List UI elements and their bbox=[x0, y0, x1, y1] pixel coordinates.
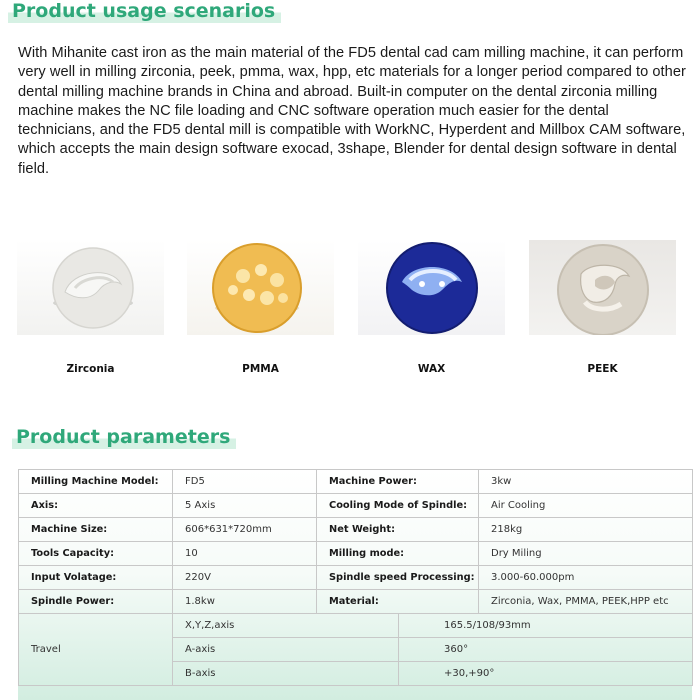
parameter-row bbox=[19, 590, 693, 614]
param-value: 606*631*720mm bbox=[173, 518, 317, 542]
param-value: 1.8kw bbox=[173, 590, 317, 614]
usage-description: With Mihanite cast iron as the main material of the FD5 dental cad cam milling machine, it can perform very well in milling zirconia, peek, pmma, wax, hpp, etc materials for a longer period compared to other dental milling machine brands in China and abroad. Built-in computer on the dental zirconia milling machine makes the NC file loading and CNC software operation much easier for the dental technicians, and the FD5 dental mill is compatible with WorkNC, Hyperdent and Millbox CAM software, which accepts the main design software exocad, 3shape, Blender for dental design software in dental field. bbox=[18, 45, 686, 177]
param-key: Milling Machine Model: bbox=[19, 470, 173, 494]
param-key: Input Volatage: bbox=[19, 566, 173, 590]
param-value: 10 bbox=[173, 542, 317, 566]
param-value: FD5 bbox=[173, 470, 317, 494]
param-key: Cooling Mode of Spindle: bbox=[317, 494, 479, 518]
travel-axis-xyz: X,Y,Z,axis bbox=[173, 614, 399, 638]
param-key: Net Weight: bbox=[317, 518, 479, 542]
param-key: Machine Size: bbox=[19, 518, 173, 542]
param-value: 3.000-60.000pm bbox=[479, 566, 693, 590]
param-value: 5 Axis bbox=[173, 494, 317, 518]
travel-value-xyz: 165.5/108/93mm bbox=[399, 614, 693, 638]
pmma-disc-image bbox=[187, 240, 334, 335]
travel-label: Travel bbox=[19, 614, 173, 686]
param-value: 220V bbox=[173, 566, 317, 590]
travel-table bbox=[18, 613, 693, 686]
parameter-row bbox=[19, 470, 693, 494]
param-value: Dry Miling bbox=[479, 542, 693, 566]
material-peek bbox=[529, 240, 676, 380]
material-label-zirconia: Zirconia bbox=[66, 363, 115, 375]
parameter-row bbox=[19, 542, 693, 566]
materials-gallery bbox=[0, 240, 700, 380]
param-key: Spindle Power: bbox=[19, 590, 173, 614]
parameters-grid bbox=[18, 469, 693, 614]
material-wax bbox=[358, 240, 505, 380]
peek-disc-image bbox=[529, 240, 676, 335]
param-key: Milling mode: bbox=[317, 542, 479, 566]
parameter-row bbox=[19, 494, 693, 518]
parameter-row bbox=[19, 566, 693, 590]
parameters-table bbox=[18, 469, 692, 700]
param-key: Spindle speed Processing: bbox=[317, 566, 479, 590]
param-key: Axis: bbox=[19, 494, 173, 518]
zirconia-disc-image bbox=[17, 240, 164, 335]
material-label-peek: PEEK bbox=[587, 363, 618, 375]
parameters-section-title: Product parameters bbox=[12, 426, 236, 449]
param-key: Material: bbox=[317, 590, 479, 614]
param-key: Tools Capacity: bbox=[19, 542, 173, 566]
material-zirconia bbox=[17, 240, 164, 380]
parameter-row bbox=[19, 518, 693, 542]
material-pmma bbox=[187, 240, 334, 380]
param-value: Zirconia, Wax, PMMA, PEEK,HPP etc bbox=[479, 590, 693, 614]
param-value: 3kw bbox=[479, 470, 693, 494]
travel-axis-a: A-axis bbox=[173, 638, 399, 662]
material-label-pmma: PMMA bbox=[242, 363, 279, 375]
wax-disc-image bbox=[358, 240, 505, 335]
param-value: Air Cooling bbox=[479, 494, 693, 518]
param-value: 218kg bbox=[479, 518, 693, 542]
usage-section-title: Product usage scenarios bbox=[8, 0, 281, 23]
travel-value-b: +30,+90° bbox=[399, 662, 693, 686]
travel-axis-b: B-axis bbox=[173, 662, 399, 686]
travel-value-a: 360° bbox=[399, 638, 693, 662]
material-label-wax: WAX bbox=[417, 363, 446, 375]
param-key: Machine Power: bbox=[317, 470, 479, 494]
